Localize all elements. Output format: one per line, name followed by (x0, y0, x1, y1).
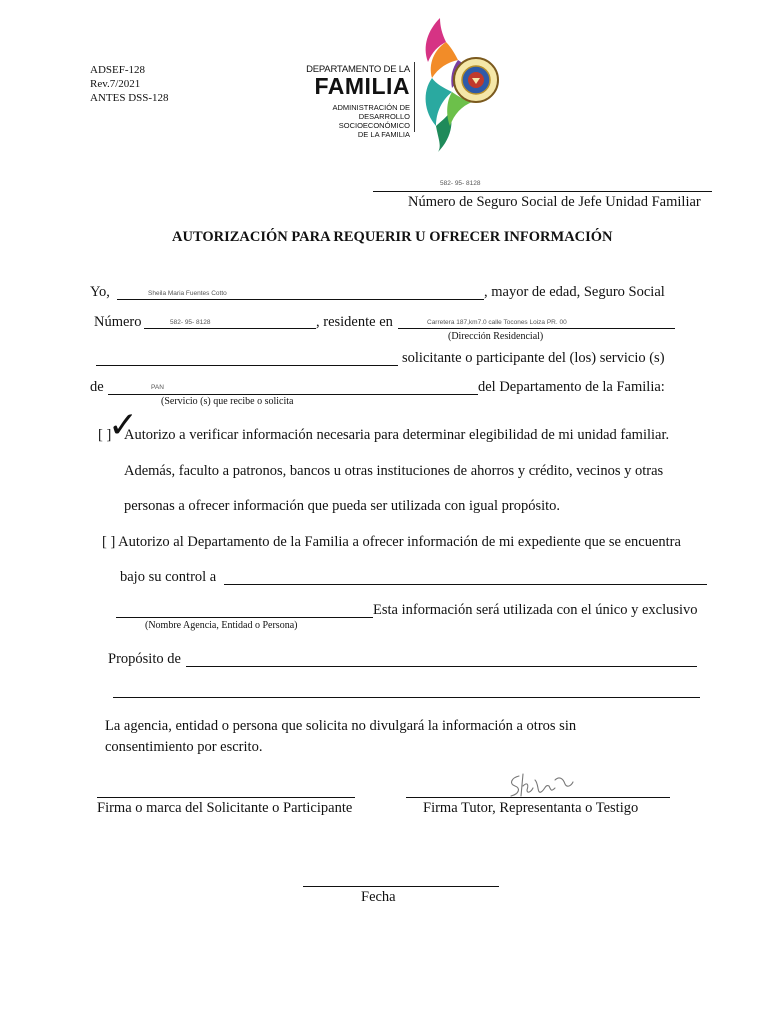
yo-label: Yo, (90, 284, 110, 300)
ssn-value[interactable]: 582- 95- 8128 (170, 319, 211, 326)
signature-label-left: Firma o marca del Solicitante o Participante (97, 800, 353, 816)
proposito-line-2 (113, 697, 700, 698)
option1-checkbox[interactable]: [ ] (98, 427, 112, 443)
disclaimer-line2: consentimiento por escrito. (105, 739, 263, 755)
numero-label: Número (94, 314, 142, 330)
mayor-edad-text: , mayor de edad, Seguro Social (484, 284, 665, 300)
form-code: ADSEF-128 (90, 64, 146, 76)
department-logo (306, 64, 410, 139)
logo-familia: FAMILIA (314, 73, 410, 99)
recipient-line (224, 584, 707, 585)
residente-label: , residente en (316, 314, 393, 330)
signature-line-left (97, 797, 355, 798)
signature-label-right: Firma Tutor, Representanta o Testigo (423, 800, 639, 816)
logo-sub2: DESARROLLO (358, 112, 410, 121)
service-value[interactable]: PAN (151, 384, 164, 391)
logo-sub3: SOCIOECONÓMICO (338, 121, 410, 130)
option1-text1: Autorizo a verificar información necesaria para determinar elegibilidad de mi unidad familiar. (124, 427, 670, 443)
option2-text3: Esta información será utilizada con el único y exclusivo (373, 602, 698, 618)
disclaimer-line1: La agencia, entidad o persona que solicita no divulgará la información a otros sin (105, 718, 577, 734)
option2-text2: bajo su control a (120, 569, 217, 585)
ssn-header-value[interactable]: 582- 95- 8128 (440, 180, 481, 187)
address-line (398, 328, 675, 329)
departamento-text: del Departamento de la Familia: (478, 379, 665, 395)
ssn-header-label: Número de Seguro Social de Jefe Unidad Familiar (408, 194, 701, 210)
date-line (303, 886, 499, 887)
name-value[interactable]: Sheila Maria Fuentes Cotto (148, 290, 227, 297)
logo-sub4: DE LA FAMILIA (357, 130, 410, 139)
logo-divider (414, 62, 415, 132)
de-label: de (90, 379, 104, 395)
checkmark-icon: ✓ (108, 405, 139, 446)
ssn-line (144, 328, 316, 329)
service-caption: (Servicio (s) que recibe o solicita (161, 396, 294, 407)
form-code-block (90, 63, 169, 105)
proposito-line (186, 666, 697, 667)
form-revision: Rev.7/2021 (90, 78, 141, 90)
address-value[interactable]: Carretera 187,km7.0 calle Tocones Loiza PR. 00 (427, 319, 567, 326)
form-previous-code: ANTES DSS-128 (90, 92, 169, 104)
ssn-header-line (373, 191, 712, 192)
agency-line (116, 617, 373, 618)
option2-text1[interactable]: [ ] Autorizo al Departamento de la Familia a ofrecer información de mi expediente que se encuentra (102, 534, 681, 550)
logo-line1: DEPARTAMENTO DE LA (306, 64, 410, 75)
solicitante-text: solicitante o participante del (los) servicio (s) (402, 350, 665, 366)
option1-text3: personas a ofrecer información que pueda ser utilizada con igual propósito. (124, 498, 561, 514)
proposito-label: Propósito de (108, 651, 181, 667)
form-title: AUTORIZACIÓN PARA REQUERIR U OFRECER INFORMACIÓN (172, 229, 613, 245)
name-line (117, 299, 484, 300)
family-emblem-icon (418, 16, 504, 154)
service-line (108, 394, 478, 395)
date-label: Fecha (361, 889, 396, 905)
handwritten-signature (505, 770, 577, 800)
address-caption: (Dirección Residencial) (448, 331, 544, 342)
option1-text2: Además, faculto a patronos, bancos u otras instituciones de ahorros y crédito, vecinos y otras (124, 463, 664, 479)
signature-line-right (406, 797, 670, 798)
agency-caption: (Nombre Agencia, Entidad o Persona) (145, 620, 298, 631)
applicant-line (96, 365, 398, 366)
logo-sub1: ADMINISTRACIÓN DE (332, 103, 410, 112)
